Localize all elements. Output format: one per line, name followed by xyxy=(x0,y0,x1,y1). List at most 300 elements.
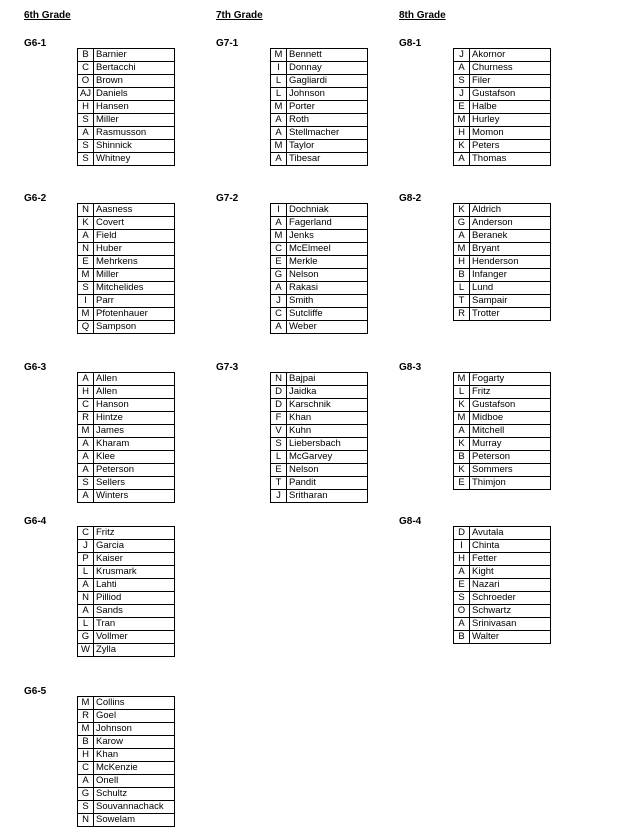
table-row xyxy=(271,243,368,256)
last-name: Chinta xyxy=(470,540,551,553)
grade-heading: 8th Grade xyxy=(399,10,446,21)
table-row xyxy=(454,127,551,140)
last-name: Khan xyxy=(94,749,175,762)
table-row xyxy=(78,451,175,464)
first-initial: A xyxy=(78,490,94,503)
first-initial: F xyxy=(271,412,287,425)
table-row xyxy=(454,243,551,256)
first-initial: I xyxy=(454,540,470,553)
first-initial: A xyxy=(454,62,470,75)
first-initial: A xyxy=(454,618,470,631)
last-name: Jenks xyxy=(287,230,368,243)
last-name: Karow xyxy=(94,736,175,749)
last-name: James xyxy=(94,425,175,438)
last-name: Bertacchi xyxy=(94,62,175,75)
first-initial: H xyxy=(78,101,94,114)
last-name: Johnson xyxy=(287,88,368,101)
first-initial: M xyxy=(78,269,94,282)
first-initial: M xyxy=(78,308,94,321)
table-row xyxy=(271,217,368,230)
last-name: Pandit xyxy=(287,477,368,490)
table-row xyxy=(454,579,551,592)
last-name: Gustafson xyxy=(470,399,551,412)
first-initial: K xyxy=(454,140,470,153)
first-initial: M xyxy=(78,723,94,736)
first-initial: M xyxy=(454,114,470,127)
first-initial: B xyxy=(78,736,94,749)
last-name: Daniels xyxy=(94,88,175,101)
first-initial: R xyxy=(454,308,470,321)
last-name: Bryant xyxy=(470,243,551,256)
last-name: Garcia xyxy=(94,540,175,553)
table-row xyxy=(78,723,175,736)
last-name: Fogarty xyxy=(470,373,551,386)
last-name: Fritz xyxy=(470,386,551,399)
last-name: Field xyxy=(94,230,175,243)
table-row xyxy=(78,386,175,399)
first-initial: L xyxy=(271,88,287,101)
first-initial: A xyxy=(271,282,287,295)
table-row xyxy=(454,308,551,321)
table-row xyxy=(271,295,368,308)
first-initial: B xyxy=(454,451,470,464)
group-label: G6-4 xyxy=(24,516,47,527)
last-name: McGarvey xyxy=(287,451,368,464)
table-row xyxy=(271,477,368,490)
last-name: Tibesar xyxy=(287,153,368,166)
last-name: Johnson xyxy=(94,723,175,736)
first-initial: S xyxy=(78,153,94,166)
grade-heading: 6th Grade xyxy=(24,10,71,21)
table-row xyxy=(78,217,175,230)
last-name: Sampair xyxy=(470,295,551,308)
table-row xyxy=(78,553,175,566)
table-row xyxy=(454,295,551,308)
first-initial: K xyxy=(78,217,94,230)
last-name: Rakasi xyxy=(287,282,368,295)
first-initial: H xyxy=(454,256,470,269)
last-name: Aldrich xyxy=(470,204,551,217)
last-name: Fagerland xyxy=(287,217,368,230)
group-label: G6-3 xyxy=(24,362,47,373)
first-initial: O xyxy=(78,75,94,88)
last-name: Porter xyxy=(287,101,368,114)
last-name: Parr xyxy=(94,295,175,308)
first-initial: M xyxy=(454,373,470,386)
table-row xyxy=(78,295,175,308)
first-initial: M xyxy=(271,101,287,114)
first-initial: A xyxy=(78,605,94,618)
first-initial: P xyxy=(78,553,94,566)
last-name: Fetter xyxy=(470,553,551,566)
first-initial: L xyxy=(78,618,94,631)
last-name: Nelson xyxy=(287,269,368,282)
last-name: Allen xyxy=(94,386,175,399)
table-row xyxy=(78,710,175,723)
first-initial: N xyxy=(78,814,94,827)
first-initial: S xyxy=(454,75,470,88)
table-row xyxy=(271,75,368,88)
last-name: Pfotenhauer xyxy=(94,308,175,321)
last-name: Lund xyxy=(470,282,551,295)
first-initial: C xyxy=(78,762,94,775)
first-initial: M xyxy=(454,412,470,425)
first-initial: M xyxy=(78,425,94,438)
first-initial: V xyxy=(271,425,287,438)
table-row xyxy=(454,438,551,451)
first-initial: A xyxy=(78,438,94,451)
last-name: Walter xyxy=(470,631,551,644)
table-row xyxy=(78,308,175,321)
group-roster-table xyxy=(453,526,551,644)
first-initial: AJ xyxy=(78,88,94,101)
first-initial: G xyxy=(454,217,470,230)
last-name: Kight xyxy=(470,566,551,579)
table-row xyxy=(271,373,368,386)
first-initial: B xyxy=(454,269,470,282)
table-row xyxy=(454,256,551,269)
first-initial: B xyxy=(454,631,470,644)
first-initial: S xyxy=(78,114,94,127)
table-row xyxy=(78,243,175,256)
table-row xyxy=(454,282,551,295)
first-initial: S xyxy=(78,282,94,295)
last-name: Bajpai xyxy=(287,373,368,386)
last-name: Sellers xyxy=(94,477,175,490)
last-name: Allen xyxy=(94,373,175,386)
last-name: Kaiser xyxy=(94,553,175,566)
last-name: Mitchell xyxy=(470,425,551,438)
last-name: Nazari xyxy=(470,579,551,592)
first-initial: N xyxy=(78,243,94,256)
last-name: Miller xyxy=(94,114,175,127)
last-name: Beranek xyxy=(470,230,551,243)
table-row xyxy=(78,114,175,127)
table-row xyxy=(454,477,551,490)
table-row xyxy=(271,140,368,153)
last-name: Infanger xyxy=(470,269,551,282)
table-row xyxy=(271,321,368,334)
table-row xyxy=(78,477,175,490)
table-row xyxy=(454,425,551,438)
group-label: G8-1 xyxy=(399,38,422,49)
last-name: Miller xyxy=(94,269,175,282)
first-initial: T xyxy=(454,295,470,308)
first-initial: E xyxy=(271,256,287,269)
first-initial: D xyxy=(454,527,470,540)
last-name: Tran xyxy=(94,618,175,631)
last-name: Churness xyxy=(470,62,551,75)
last-name: Fritz xyxy=(94,527,175,540)
table-row xyxy=(78,631,175,644)
last-name: Schroeder xyxy=(470,592,551,605)
first-initial: J xyxy=(78,540,94,553)
table-row xyxy=(271,269,368,282)
first-initial: B xyxy=(78,49,94,62)
last-name: Rasmusson xyxy=(94,127,175,140)
first-initial: S xyxy=(78,801,94,814)
table-row xyxy=(454,101,551,114)
group-roster-table xyxy=(77,203,175,334)
first-initial: M xyxy=(271,140,287,153)
table-row xyxy=(78,762,175,775)
first-initial: L xyxy=(271,451,287,464)
last-name: Winters xyxy=(94,490,175,503)
table-row xyxy=(454,451,551,464)
group-roster-table xyxy=(270,372,368,503)
table-row xyxy=(78,321,175,334)
table-row xyxy=(78,62,175,75)
first-initial: N xyxy=(271,373,287,386)
table-row xyxy=(271,256,368,269)
last-name: Klee xyxy=(94,451,175,464)
first-initial: I xyxy=(271,62,287,75)
last-name: Collins xyxy=(94,697,175,710)
first-initial: H xyxy=(78,749,94,762)
group-roster-table xyxy=(77,372,175,503)
first-initial: L xyxy=(454,282,470,295)
first-initial: E xyxy=(454,101,470,114)
first-initial: S xyxy=(78,477,94,490)
last-name: Thomas xyxy=(470,153,551,166)
last-name: Liebersbach xyxy=(287,438,368,451)
table-row xyxy=(454,527,551,540)
table-row xyxy=(78,269,175,282)
last-name: Goel xyxy=(94,710,175,723)
table-row xyxy=(271,438,368,451)
last-name: Gagliardi xyxy=(287,75,368,88)
last-name: Gustafson xyxy=(470,88,551,101)
first-initial: E xyxy=(454,579,470,592)
first-initial: S xyxy=(271,438,287,451)
last-name: Nelson xyxy=(287,464,368,477)
table-row xyxy=(78,592,175,605)
group-label: G7-2 xyxy=(216,193,239,204)
table-row xyxy=(78,697,175,710)
last-name: Taylor xyxy=(287,140,368,153)
group-roster-table xyxy=(77,526,175,657)
table-row xyxy=(454,412,551,425)
table-row xyxy=(271,451,368,464)
first-initial: S xyxy=(78,140,94,153)
table-row xyxy=(454,269,551,282)
table-row xyxy=(78,605,175,618)
table-row xyxy=(454,386,551,399)
first-initial: A xyxy=(271,153,287,166)
first-initial: T xyxy=(271,477,287,490)
first-initial: R xyxy=(78,710,94,723)
table-row xyxy=(454,553,551,566)
first-initial: M xyxy=(78,697,94,710)
first-initial: K xyxy=(454,464,470,477)
first-initial: Q xyxy=(78,321,94,334)
first-initial: J xyxy=(454,88,470,101)
table-row xyxy=(454,464,551,477)
group-label: G7-1 xyxy=(216,38,239,49)
table-row xyxy=(78,527,175,540)
table-row xyxy=(271,127,368,140)
group-label: G8-2 xyxy=(399,193,422,204)
last-name: Hurley xyxy=(470,114,551,127)
table-row xyxy=(78,282,175,295)
last-name: Henderson xyxy=(470,256,551,269)
first-initial: K xyxy=(454,399,470,412)
first-initial: A xyxy=(78,373,94,386)
first-initial: G xyxy=(78,631,94,644)
table-row xyxy=(78,540,175,553)
first-initial: H xyxy=(78,386,94,399)
last-name: McElmeel xyxy=(287,243,368,256)
table-row xyxy=(78,88,175,101)
first-initial: M xyxy=(271,49,287,62)
last-name: Halbe xyxy=(470,101,551,114)
table-row xyxy=(78,399,175,412)
first-initial: G xyxy=(271,269,287,282)
first-initial: C xyxy=(271,243,287,256)
group-roster-table xyxy=(453,372,551,490)
table-row xyxy=(78,204,175,217)
last-name: Onell xyxy=(94,775,175,788)
last-name: Vollmer xyxy=(94,631,175,644)
table-row xyxy=(78,788,175,801)
table-row xyxy=(78,425,175,438)
table-row xyxy=(454,592,551,605)
last-name: Donnay xyxy=(287,62,368,75)
last-name: Sowelam xyxy=(94,814,175,827)
table-row xyxy=(78,140,175,153)
last-name: Midboe xyxy=(470,412,551,425)
table-row xyxy=(271,308,368,321)
first-initial: W xyxy=(78,644,94,657)
table-row xyxy=(78,775,175,788)
group-roster-table xyxy=(77,48,175,166)
table-row xyxy=(454,49,551,62)
last-name: Roth xyxy=(287,114,368,127)
table-row xyxy=(271,412,368,425)
table-row xyxy=(454,618,551,631)
group-label: G8-4 xyxy=(399,516,422,527)
last-name: Pilliod xyxy=(94,592,175,605)
last-name: Karschnik xyxy=(287,399,368,412)
last-name: Mitchelides xyxy=(94,282,175,295)
table-row xyxy=(78,801,175,814)
table-row xyxy=(454,230,551,243)
table-row xyxy=(271,464,368,477)
last-name: Filer xyxy=(470,75,551,88)
last-name: Lahti xyxy=(94,579,175,592)
group-label: G6-5 xyxy=(24,686,47,697)
table-row xyxy=(78,814,175,827)
last-name: McKenzie xyxy=(94,762,175,775)
first-initial: N xyxy=(78,592,94,605)
last-name: Sritharan xyxy=(287,490,368,503)
table-row xyxy=(78,749,175,762)
group-label: G6-2 xyxy=(24,193,47,204)
table-row xyxy=(454,399,551,412)
last-name: Barnier xyxy=(94,49,175,62)
first-initial: A xyxy=(271,114,287,127)
group-label: G6-1 xyxy=(24,38,47,49)
first-initial: M xyxy=(454,243,470,256)
table-row xyxy=(78,566,175,579)
first-initial: I xyxy=(78,295,94,308)
first-initial: G xyxy=(78,788,94,801)
last-name: Merkle xyxy=(287,256,368,269)
last-name: Hintze xyxy=(94,412,175,425)
table-row xyxy=(78,412,175,425)
first-initial: L xyxy=(454,386,470,399)
last-name: Souvannachack xyxy=(94,801,175,814)
last-name: Sampson xyxy=(94,321,175,334)
first-initial: A xyxy=(454,566,470,579)
table-row xyxy=(78,736,175,749)
table-row xyxy=(78,256,175,269)
table-row xyxy=(454,88,551,101)
first-initial: O xyxy=(454,605,470,618)
table-row xyxy=(454,605,551,618)
last-name: Schultz xyxy=(94,788,175,801)
last-name: Zylla xyxy=(94,644,175,657)
table-row xyxy=(78,49,175,62)
first-initial: A xyxy=(271,127,287,140)
last-name: Huber xyxy=(94,243,175,256)
table-row xyxy=(271,204,368,217)
table-row xyxy=(78,438,175,451)
last-name: Sands xyxy=(94,605,175,618)
table-row xyxy=(78,464,175,477)
first-initial: D xyxy=(271,386,287,399)
table-row xyxy=(271,386,368,399)
first-initial: A xyxy=(454,425,470,438)
first-initial: I xyxy=(271,204,287,217)
table-row xyxy=(271,114,368,127)
last-name: Smith xyxy=(287,295,368,308)
last-name: Brown xyxy=(94,75,175,88)
table-row xyxy=(78,75,175,88)
last-name: Murray xyxy=(470,438,551,451)
group-roster-table xyxy=(270,203,368,334)
first-initial: K xyxy=(454,438,470,451)
table-row xyxy=(78,618,175,631)
first-initial: J xyxy=(271,490,287,503)
last-name: Peters xyxy=(470,140,551,153)
table-row xyxy=(454,217,551,230)
table-row xyxy=(454,153,551,166)
first-initial: C xyxy=(271,308,287,321)
group-roster-table xyxy=(77,696,175,827)
last-name: Thimjon xyxy=(470,477,551,490)
table-row xyxy=(454,140,551,153)
first-initial: N xyxy=(78,204,94,217)
last-name: Krusmark xyxy=(94,566,175,579)
last-name: Jaidka xyxy=(287,386,368,399)
table-row xyxy=(271,399,368,412)
first-initial: K xyxy=(454,204,470,217)
first-initial: A xyxy=(454,230,470,243)
last-name: Mehrkens xyxy=(94,256,175,269)
first-initial: A xyxy=(271,217,287,230)
table-row xyxy=(454,204,551,217)
table-row xyxy=(454,114,551,127)
first-initial: A xyxy=(78,579,94,592)
table-row xyxy=(454,631,551,644)
last-name: Srinivasan xyxy=(470,618,551,631)
group-label: G8-3 xyxy=(399,362,422,373)
first-initial: H xyxy=(454,553,470,566)
last-name: Anderson xyxy=(470,217,551,230)
table-row xyxy=(271,425,368,438)
table-row xyxy=(271,49,368,62)
